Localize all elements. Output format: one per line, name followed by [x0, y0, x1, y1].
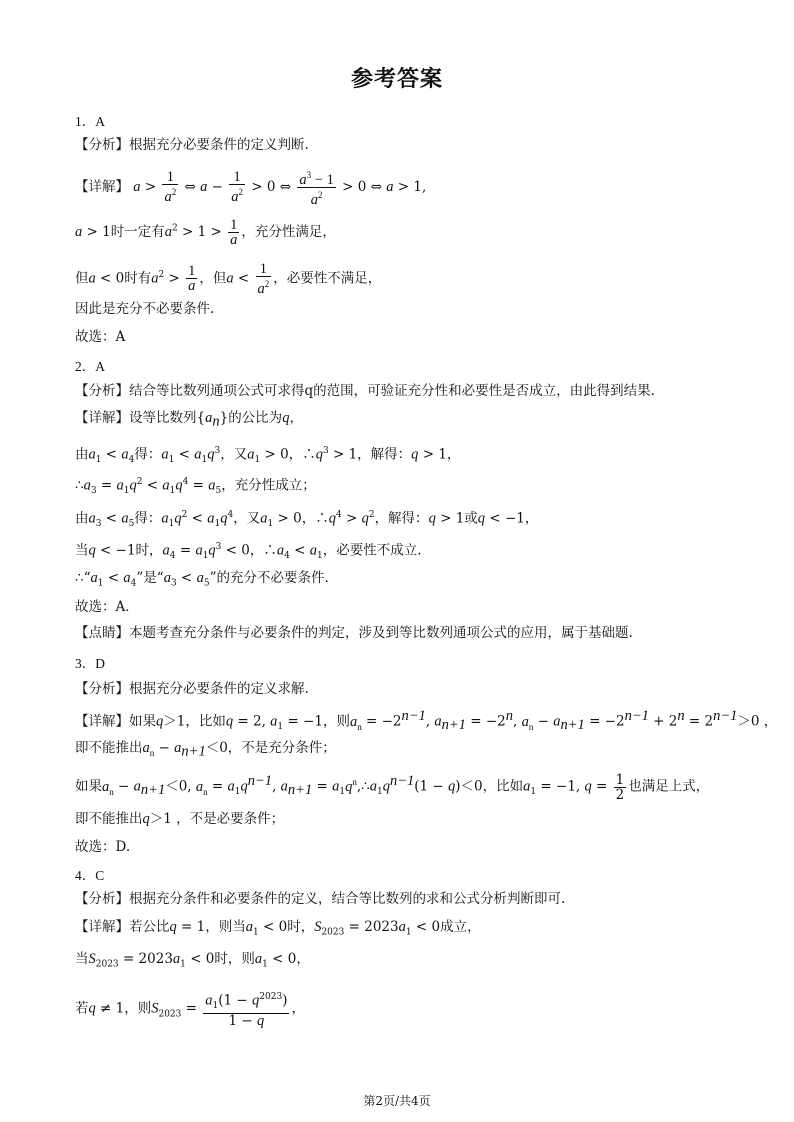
q3-detail: 【详解】如果q＞1，比如q = 2, $a_1 = -1$，则$a_n = -2^{n-1}$, $a_{n+1} = -2^n$, $a_n - a_{n+1} = -2^{n-1} + 2^n = 2^{n-1}>0$ ，	[75, 708, 778, 734]
q3-line4: 即不能推出q＞1 ，不是必要条件；	[75, 811, 285, 827]
q2-line2: 由$a_1 < a_4$得：$a_1 < a_1q^3$，又$a_1 > 0$，$\therefore q^3 > 1$，解得：q > 1，	[75, 446, 461, 466]
question-2-number: 2．A	[75, 359, 105, 374]
q3-answer: 故选：D.	[75, 839, 131, 855]
q2-comment: 【点睛】本题考查充分条件与必要条件的判定，涉及到等比数列通项公式的应用，属于基础题.	[75, 625, 633, 641]
q1-line3: 但a < 0时有$a^2$ > $\frac{1}{a}$ ，但a < $\frac{1}{a^2}$ ，必要性不满足，	[75, 261, 382, 297]
q2-detail: 【详解】设等比数列$\{a_n\}$的公比为q，	[75, 410, 303, 430]
q2-line6: $\therefore“a_1 < a_4$”是“$a_3 < a_5$”的充分不必要条件.	[75, 570, 329, 589]
q4-analysis: 【分析】根据充分条件和必要条件的定义，结合等比数列的求和公式分析判断即可.	[75, 891, 566, 907]
page-title: 参考答案	[350, 67, 443, 92]
q2-line3: $\therefore a_3 = a_1q^2 < a_1q^4 = a_5$，充分性成立；	[75, 477, 316, 497]
q2-line5: 当q < −1时，$a_4 = a_1q^3 < 0$，$\therefore a_4 < a_1$，必要性不成立.	[75, 542, 422, 562]
question-3-number: 3．D	[75, 656, 105, 671]
q1-analysis: 【分析】根据充分必要条件的定义判断.	[75, 137, 309, 153]
question-4-number: 4．C	[75, 868, 105, 883]
q1-detail: 【详解】 a > $\frac{1}{a^2}$ ⇔ a − $\frac{1}{a^2}$ > 0 ⇔ $\frac{a^3 - 1}{a^2}$ > 0 ⇔ a > 1,	[75, 169, 427, 208]
q3-line3: 如果$a_n - a_{n+1}<0$, $a_n = a_1q^{n-1}$, $a_{n+1}$ = $a_1q^n,\therefore a_1q^{n-1}(1 - q)<0$，比如$a_1 = -1$, q = $\frac{1}{2}$ 也满足上式，	[75, 771, 710, 803]
question-1-number: 1．A	[75, 114, 105, 129]
q4-detail: 【详解】若公比q = 1，则当$a_1 < 0$时，$S_{2023} = 2023a_1 < 0$成立，	[75, 919, 481, 938]
q1-answer: 故选：A	[75, 329, 126, 345]
q2-analysis: 【分析】结合等比数列通项公式可求得q的范围，可验证充分性和必要性是否成立，由此得到结果.	[75, 383, 655, 399]
q1-line2: a > 1时一定有$a^2 > 1$ > $\frac{1}{a}$ ，充分性满足，	[75, 217, 336, 248]
q2-answer: 故选：A．	[75, 599, 139, 615]
q4-line2: 当$S_{2023} = 2023a_1 < 0$时，则$a_1 < 0$，	[75, 951, 310, 970]
q3-analysis: 【分析】根据充分必要条件的定义求解.	[75, 681, 309, 697]
page-footer: 第2页/共4页	[363, 1094, 431, 1108]
q3-line2: 即不能推出$a_n - a_{n+1}<0$，不是充分条件；	[75, 740, 336, 760]
q2-line4: 由$a_3 < a_5$得：$a_1q^2 < a_1q^4$，又$a_1 > 0$，$\therefore q^4 > q^2$，解得：q > 1或q < −1，	[75, 510, 539, 530]
q4-line3: 若q ≠ 1，则$S_{2023}$ = $\frac{a_1(1 - q^{2023})}{1 - q}$ ，	[75, 992, 305, 1030]
q1-conclusion: 因此是充分不必要条件.	[75, 301, 215, 317]
